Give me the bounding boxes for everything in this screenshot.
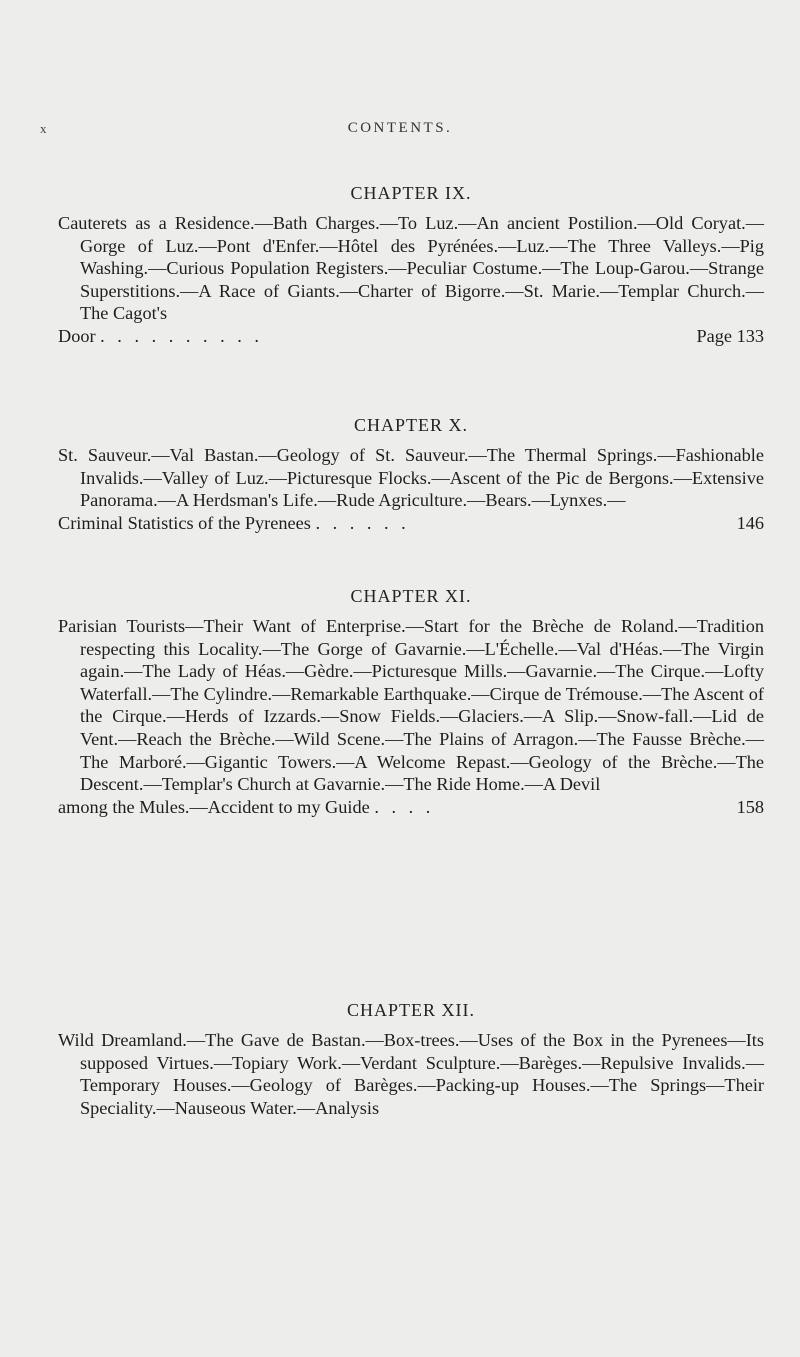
last-line-text: Criminal Statistics of the Pyrenees <box>58 512 311 533</box>
running-head: CONTENTS. <box>347 120 453 136</box>
page-reference: 146 <box>736 512 764 533</box>
chapter-heading: CHAPTER XI. <box>350 586 472 606</box>
summary-text: Cauterets as a Residence.—Bath Charges.—To Luz.—An ancient Postilion.—Old Coryat.—Gorge of Luz.—Pont d'Enfer.—Hôtel des Pyrénées.—Luz.—The Three Valleys.—Pig Washing.—Curious Population Registers.—Peculiar Costume.—The Loup-Garou.—Strange Superstitions.—A Race of Giants.—Charter of Bigorre.—St. Marie.—Templar Church.—The Cagot's <box>58 213 764 324</box>
chapter-summary <box>58 615 764 818</box>
summary-last-line <box>58 325 764 348</box>
leader-dots: . . . . . . <box>315 512 410 533</box>
chapter-summary <box>58 444 764 534</box>
chapter-heading: CHAPTER XII. <box>347 1000 475 1020</box>
chapter-x <box>58 415 764 534</box>
chapter-xii <box>58 1000 764 1119</box>
leader-dots: . . . . . . . . . . <box>100 325 263 346</box>
summary-text: St. Sauveur.—Val Bastan.—Geology of St. Sauveur.—The Thermal Springs.—Fashionable Invalids.—Valley of Luz.—Picturesque Flocks.—Ascent of the Pic de Bergons.—Extensive Panorama.—A Herdsman's Life.—Rude Agriculture.—Bears.—Lynxes.— <box>58 445 764 511</box>
summary-text: Parisian Tourists—Their Want of Enterprise.—Start for the Brèche de Roland.—Tradition respecting this Locality.—The Gorge of Gavarnie.—L'Échelle.—Val d'Héas.—The Virgin again.—The Lady of Héas.—Gèdre.—Picturesque Mills.—Gavarnie.—The Cirque.—Lofty Waterfall.—The Cylindre.—Remarkable Earthquake.—Cirque de Trémouse.—The Ascent of the Cirque.—Herds of Izzards.—Snow Fields.—Glaciers.—A Slip.—Snow-fall.—Lid de Vent.—Reach the Brèche.—Wild Scene.—The Plains of Arragon.—The Fausse Brèche.—The Marboré.—Gigantic Towers.—A Welcome Repast.—Geology of the Brèche.—The Descent.—Templar's Church at Gavarnie.—The Ride Home.—A Devil <box>58 616 764 795</box>
chapter-heading: CHAPTER IX. <box>350 183 472 203</box>
page-reference: Page 133 <box>696 325 764 346</box>
last-line-text: among the Mules.—Accident to my Guide <box>58 796 370 817</box>
leader-dots: . . . . <box>374 796 435 817</box>
chapter-ix <box>58 183 764 348</box>
page-number: x <box>40 121 48 136</box>
summary-last-line <box>58 796 764 819</box>
chapter-xi <box>58 586 764 818</box>
page-reference: 158 <box>736 796 764 817</box>
chapter-heading: CHAPTER X. <box>353 415 468 435</box>
chapter-summary <box>58 212 764 348</box>
chapter-summary <box>58 1029 764 1119</box>
summary-text: Wild Dreamland.—The Gave de Bastan.—Box-trees.—Uses of the Box in the Pyrenees—Its supposed Virtues.—Topiary Work.—Verdant Sculpture.—Barèges.—Repulsive Invalids.—Temporary Houses.—Geology of Barèges.—Packing-up Houses.—The Springs—Their Speciality.—Nauseous Water.—Analysis <box>58 1030 764 1118</box>
last-line-text: Door <box>58 325 96 346</box>
summary-last-line <box>58 512 764 535</box>
